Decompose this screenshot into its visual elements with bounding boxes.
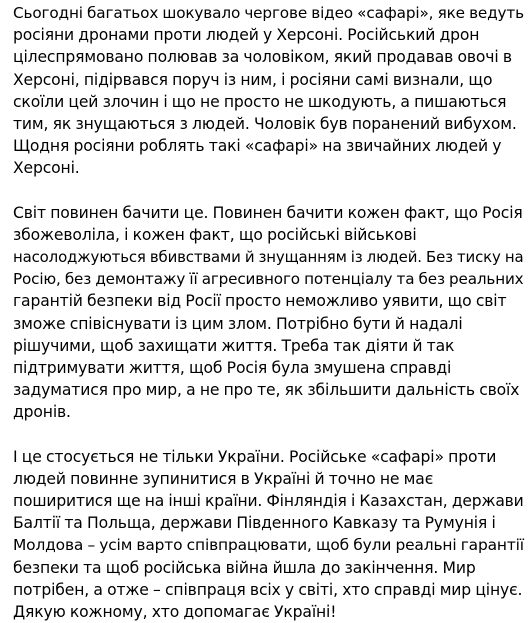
text-line: скоїли цей злочин і що не просто не шкодують, а пишаються	[13, 92, 507, 111]
paragraph-2	[13, 202, 522, 424]
text-line: безпеки та щоб російська війна йшла до закінчення. Мир	[13, 558, 476, 577]
text-line: Щодня росіяни роблять такі «сафарі» на звичайних людей у	[13, 137, 502, 156]
text-line: Молдова – усім варто співпрацювати, щоб були реальні гарантії	[13, 536, 524, 555]
text-line: насолоджуються вбивствами й знущанням із людей. Без тиску на	[13, 248, 524, 267]
paragraph-1	[13, 2, 522, 180]
text-line: людей повинне зупинитися в Україні й точно не має	[13, 469, 434, 488]
text-line: Херсоні.	[13, 159, 80, 178]
text-line: збожеволіла, і кожен факт, що російські військові	[13, 225, 417, 244]
text-line: Світ повинен бачити це. Повинен бачити кожен факт, що Росія	[13, 203, 523, 222]
text-line: гарантій безпеки від Росії просто неможливо уявити, що світ	[13, 292, 507, 311]
text-line: поширитися ще на інші країни. Фінляндія і Казахстан, держави	[13, 492, 524, 511]
text-line: Дякую кожному, хто допомагає Україні!	[13, 603, 337, 622]
text-line: Росію, без демонтажу її агресивного потенціалу та без реальних	[13, 270, 524, 289]
text-line: цілеспрямовано полював за чоловіком, який продавав овочі в	[13, 48, 512, 67]
text-line: задуматися про мир, а не про те, як збільшити дальність своїх	[13, 381, 520, 400]
text-line: зможе співіснувати із цим злом. Потрібно бути й надалі	[13, 314, 463, 333]
text-line: дронів.	[13, 403, 71, 422]
text-line: Балтії та Польща, держави Південного Кавказу та Румунія і	[13, 514, 496, 533]
text-line: росіяни дронами проти людей у Херсоні. Російський дрон	[13, 26, 480, 45]
text-line: Сьогодні багатьох шокувало чергове відео «сафарі», яке ведуть	[13, 4, 524, 22]
paragraph-3	[13, 446, 522, 623]
text-line: потрібен, а отже – співпраця всіх у світі, хто справді мир цінує.	[13, 580, 523, 599]
text-line: підтримувати життя, щоб Росія була змушена справді	[13, 359, 452, 378]
text-line: І це стосується не тільки України. Російське «сафарі» проти	[13, 447, 497, 466]
text-line: рішучими, щоб захищати життя. Треба так діяти й так	[13, 336, 455, 355]
text-line: тим, як знущаються з людей. Чоловік був поранений вибухом.	[13, 115, 517, 134]
text-line: Херсоні, підірвався поруч із ним, і росіяни самі визнали, що	[13, 70, 493, 89]
